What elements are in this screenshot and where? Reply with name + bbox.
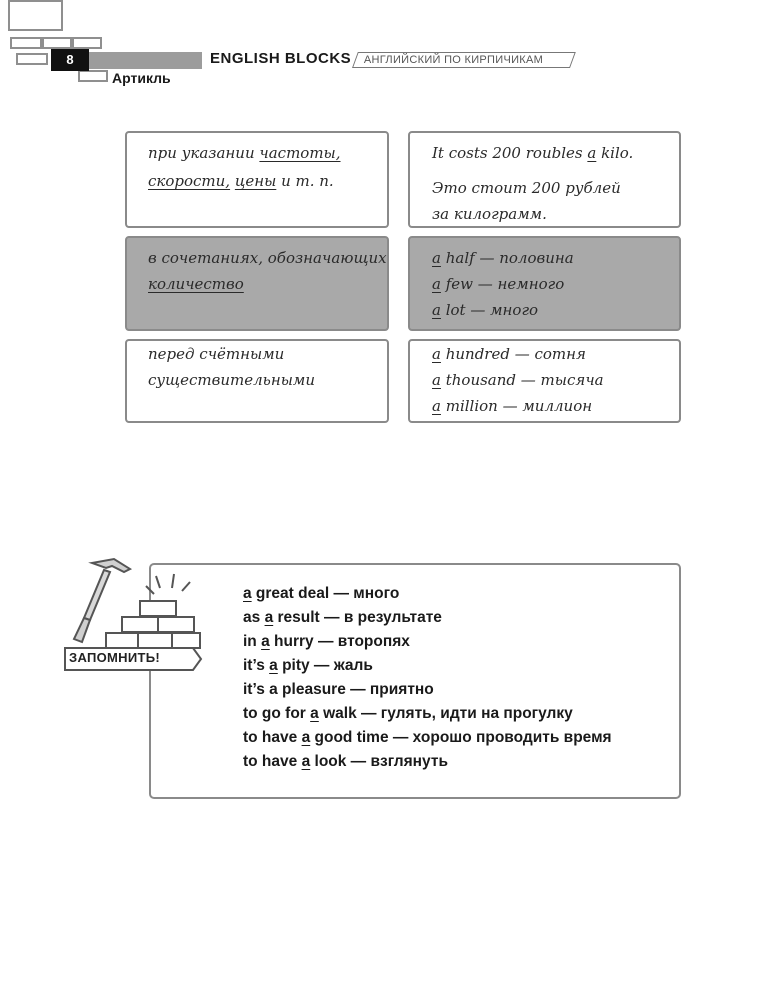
rule-2-example-line-1	[432, 245, 574, 271]
rule-3-example-2-text: thousand — тысяча	[440, 371, 604, 389]
phrase-6-article: a	[310, 705, 319, 722]
rule-1-example-line-1	[432, 140, 633, 166]
phrase-2: as a result — в результате	[243, 609, 442, 626]
rule-3-example-1-article: a	[432, 345, 441, 363]
rule-2-example-line-2	[432, 271, 564, 297]
phrase-8: to have a look — взглянуть	[243, 753, 448, 770]
rule-3-example-1-text: hundred — сотня	[440, 345, 586, 363]
rule-3-example-line-2	[432, 367, 604, 393]
header-brick-left	[10, 37, 42, 49]
series-subtitle: АНГЛИЙСКИЙ ПО КИРПИЧИКАМ	[363, 54, 544, 66]
rule-2-example-2-article: a	[432, 275, 441, 293]
rule-1-usage-tail: и т. п.	[276, 172, 334, 190]
rule-3-example-line-3	[432, 393, 592, 419]
phrase-8-article: a	[301, 753, 311, 770]
series-subtitle-box	[352, 52, 576, 68]
header-brick-bottom	[78, 70, 108, 82]
rule-1-example-translation-2: за килограмм.	[432, 205, 547, 223]
rule-1-usage-line-1	[148, 140, 341, 166]
phrase-7: to have a good time — хорошо проводить время	[243, 729, 612, 746]
rule-1-example-tail: kilo.	[596, 144, 634, 162]
series-title: ENGLISH BLOCKS	[210, 50, 352, 67]
rule-1-usage-keyword-frequency: частоты,	[259, 144, 341, 162]
rule-2-example-3-article: a	[432, 301, 441, 319]
rule-2-example-line-3	[432, 297, 538, 323]
rule-3-example-2-article: a	[432, 371, 441, 389]
rule-3-example-3-text: million — миллион	[440, 397, 593, 415]
rule-2-usage-keyword-quantity: количество	[148, 275, 244, 293]
header-bar	[84, 52, 202, 69]
phrase-2-article: a	[264, 609, 274, 626]
rule-3-usage-line-2: существительными	[148, 371, 316, 389]
remember-label	[66, 648, 196, 670]
header-brick-mid	[42, 37, 72, 49]
phrase-5: it’s a pleasure — приятно	[243, 681, 434, 698]
rule-3-example-3-article: a	[432, 397, 441, 415]
header-brick-right	[72, 37, 102, 49]
phrase-4-article: a	[269, 657, 278, 674]
phrase-1: a great deal — много	[243, 585, 400, 602]
rule-1-example-article: a	[587, 144, 597, 162]
phrase-4: it’s a pity — жаль	[243, 657, 373, 674]
rule-1-example-text: It costs 200 roubles	[432, 144, 588, 162]
phrase-3-article: a	[261, 633, 270, 650]
rule-1-example-translation-1: Это стоит 200 рублей	[432, 179, 621, 197]
rule-2-usage-line-2	[148, 271, 244, 297]
remember-label-text: ЗАПОМНИТЬ!	[69, 650, 160, 665]
rule-3-example-line-1	[432, 341, 586, 367]
header-brick-small	[16, 53, 48, 65]
page-number: 8	[51, 49, 89, 71]
section-title: Артикль	[112, 70, 171, 86]
rule-2-usage-line-1: в сочетаниях, обозначающих	[148, 249, 387, 267]
phrase-6: to go for a walk — гулять, идти на прогулку	[243, 705, 573, 722]
rule-1-usage-text: при указании	[148, 144, 260, 162]
phrase-3: in a hurry — второпях	[243, 633, 410, 650]
rule-1-usage-line-2	[148, 168, 334, 194]
rule-3-usage-line-1: перед счётными	[148, 345, 285, 363]
rule-2-example-3-text: lot — много	[440, 301, 539, 319]
phrase-1-article: a	[243, 585, 252, 602]
rule-2-example-1-text: half — половина	[440, 249, 574, 267]
rule-2-example-2-text: few — немного	[440, 275, 565, 293]
rule-2-example-1-article: a	[432, 249, 441, 267]
header-brick-top	[8, 0, 63, 31]
rule-1-usage-keyword-price: цены	[234, 172, 277, 190]
rule-1-usage-keyword-speed: скорости,	[148, 172, 231, 190]
phrase-7-article: a	[301, 729, 311, 746]
